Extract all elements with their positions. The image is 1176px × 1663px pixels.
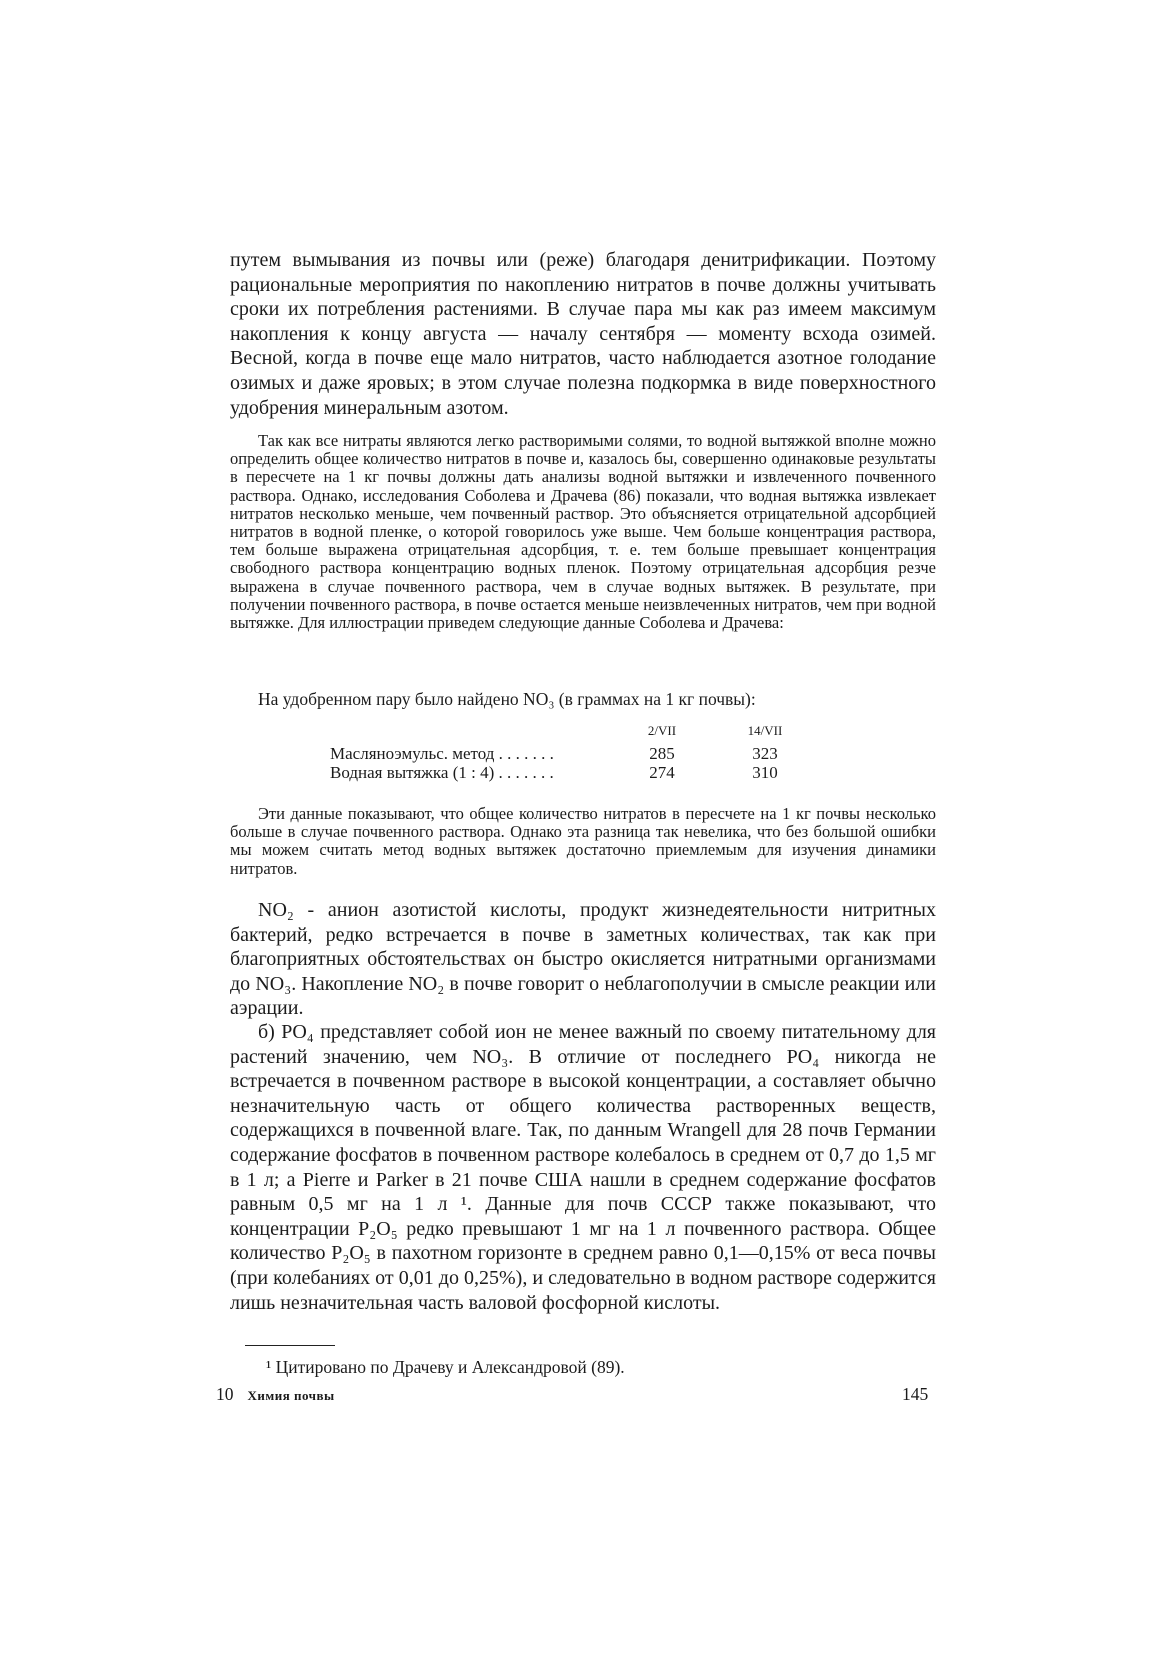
page-number: 145 xyxy=(902,1384,929,1404)
body-paragraph-no2 xyxy=(230,898,936,1021)
small-print-paragraph-2 xyxy=(230,805,936,878)
paragraph-text: Эти данные показывают, что общее количество нитратов в пересчете на 1 кг почвы несколько больше в случае почвенного раствора. Однако эта разница так невелика, что без большой ошибки мы можем считать метод водных вытяжек достаточно приемлемым для изучения динамики нитратов. xyxy=(230,804,936,878)
table-column-header: 2/VII xyxy=(647,723,677,738)
table-row xyxy=(330,745,810,764)
table-intro-line xyxy=(258,690,938,708)
cell-value: 323 xyxy=(752,744,778,763)
paragraph-text: Так как все нитраты являются легко растворимыми солями, то водной вытяжкой вполне можно определить общее количество нитратов в почве и, казалось бы, совершенно одинаковые результаты в пересчете на 1 кг почвы должны дать анализы водной вытяжки и извлеченного почвенного раствора. Однако, исследования Соболева и Драчева (86) показали, что водная вытяжка извлекает нитратов несколько меньше, чем почвенный раствор. Это объясняется отрицательной адсорбцией нитратов в водной пленке, о которой говорилось уже выше. Чем больше концентрация раствора, тем больше выражена отрицательная адсорбция, т. е. тем больше превышает концентрация свободного раствора концентрацию водных пленок. Поэтому отрицательная адсорбция резче выражена в случае почвенного раствора, чем в случае водных вытяжек. В результате, при получении почвенного раствора, в почве остается меньше неизвлеченных нитратов, чем при водной вытяжке. Для иллюстрации приведем следующие данные Соболева и Драчева: xyxy=(230,431,936,633)
paragraph-text: путем вымывания из почвы или (реже) благодаря денитрификации. Поэтому рациональные мероприятия по накоплению нитратов в почве должны учитывать сроки их потребления растениями. В случае пара мы как раз имеем максимум накопления к концу августа — началу сентября — моменту всхода озимей. Весной, когда в почве еще мало нитратов, часто наблюдается азотное голодание озимых и даже яровых; в этом случае полезна подкормка в виде поверхностного удобрения минеральным азотом. xyxy=(230,249,936,419)
body-paragraph-po4 xyxy=(230,1020,936,1315)
printer-signature xyxy=(216,1384,335,1405)
small-print-paragraph-1 xyxy=(230,432,936,632)
table-row xyxy=(330,764,810,783)
cell-value: 285 xyxy=(649,744,675,763)
body-paragraph-nitrates-top xyxy=(230,248,936,420)
table-intro-text: На удобренном пару было найдено NO₃ (в граммах на 1 кг почвы): xyxy=(258,689,756,709)
cell-value: 310 xyxy=(752,763,778,782)
paragraph-text: NO₂ - анион азотистой кислоты, продукт жизнедеятельности нитритных бактерий, редко встречается в почве в заметных количествах, так как при благоприятных обстоятельствах он быстро окисляется нитратными организмами до NO₃. Накопление NO₂ в почве говорит о неблагополучии в смысле реакции или аэрации. xyxy=(230,899,936,1020)
row-label: Водная вытяжка (1 : 4) . . . . . . . xyxy=(330,763,554,782)
table-column-header: 14/VII xyxy=(747,723,783,738)
row-label: Масляноэмульс. метод . . . . . . . xyxy=(330,744,554,763)
paragraph-text: б) PO₄ представляет собой ион не менее важный по своему питательному для растений значению, чем NO₃. В отличие от последнего PO₄ никогда не встречается в почвенном растворе в высокой концентрации, а составляет обычно незначительную часть от общего количества растворенных веществ, содержащихся в почвенной влаге. Так, по данным Wrangell для 28 почв Германии содержание фосфатов в почвенном растворе колебалось в среднем от 0,7 до 1,5 мг в 1 л; а Pierre и Parker в 21 почве США нашли в среднем содержание фосфатов равным 0,5 мг на 1 л ¹. Данные для почв СССР также показывают, что концентрации P₂O₅ редко превышают 1 мг на 1 л почвенного раствора. Общее количество P₂O₅ в пахотном горизонте в среднем равно 0,1—0,15% от веса почвы (при колебаниях от 0,01 до 0,25%), и следовательно в водном растворе содержится лишь незначительная часть валовой фосфорной кислоты. xyxy=(230,1021,936,1314)
cell-value: 274 xyxy=(649,763,675,782)
footnote-rule xyxy=(245,1345,335,1346)
signature-number: 10 xyxy=(216,1384,234,1404)
signature-title: Химия почвы xyxy=(247,1388,335,1403)
footnote: ¹ Цитировано по Драчеву и Александровой (89). xyxy=(266,1357,625,1377)
